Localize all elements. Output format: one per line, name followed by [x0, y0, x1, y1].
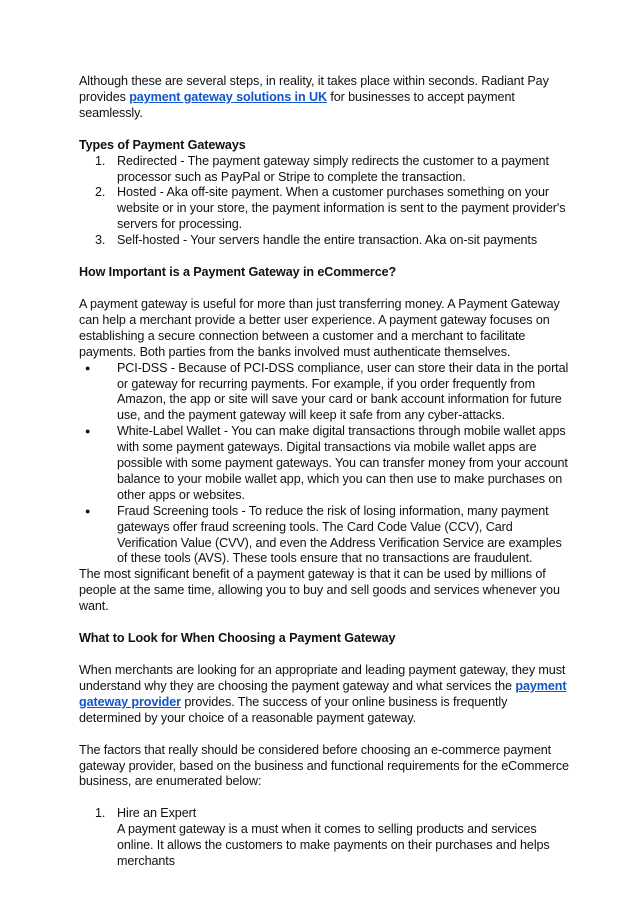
list-item [79, 154, 571, 186]
intro-text-after: for businesses to accept payment seamlessly. [79, 89, 515, 120]
list-number: 1. [95, 153, 106, 168]
list-item [79, 424, 571, 504]
list-number: 2. [95, 185, 106, 200]
list-number: 1. [95, 806, 106, 821]
choosing-paragraph-1 [79, 663, 571, 727]
list-item [79, 185, 571, 233]
list-item [79, 806, 571, 870]
list-item-text: A payment gateway is a must when it comes to selling products and services online. It allows the customers to make payments on their purchases and helps merchants [117, 822, 550, 869]
list-item-text: PCI-DSS - Because of PCI-DSS compliance, user can store their data in the portal or gateway for recurring payments. For example, if you order frequently from Amazon, the app or site will save your card or bank account information for future use, and the payment gateway will keep it safe from any cyber-attacks. [117, 360, 569, 423]
types-heading: Types of Payment Gateways [79, 137, 246, 152]
document-page [79, 74, 571, 870]
choosing-paragraph-2: The factors that really should be considered before choosing an e-commerce payment gateway provider, based on the business and functional requirements for the eCommerce business, are enumerated below: [79, 742, 569, 789]
list-item-text: Redirected - The payment gateway simply redirects the customer to a payment processor such as PayPal or Stripe to complete the transaction. [117, 153, 549, 184]
intro-text-before: Although these are several steps, in reality, it takes place within seconds. Radiant Pay provides [79, 74, 549, 104]
list-item-text: Hosted - Aka off-site payment. When a customer purchases something on your website or in your store, the payment information is sent to the payment provider's servers for processing. [117, 185, 566, 232]
choosing-text-before: When merchants are looking for an appropriate and leading payment gateway, they must understand why they are choosing the payment gateway and what services the [79, 663, 566, 693]
list-item-text: Self-hosted - Your servers handle the entire transaction. Aka on-sit payments [117, 233, 538, 248]
intro-paragraph [79, 74, 571, 122]
types-list [79, 154, 571, 249]
choosing-text-after: provides. The success of your online business is frequently determined by your choice of a reasonable payment gateway. [79, 694, 508, 725]
importance-closing-paragraph: The most significant benefit of a payment gateway is that it can be used by millions of people at the same time, allowing you to buy and sell goods and services whenever you want. [79, 567, 560, 614]
choosing-heading: What to Look for When Choosing a Payment Gateway [79, 631, 396, 646]
payment-gateway-solutions-link[interactable]: payment gateway solutions in UK [129, 89, 327, 104]
importance-bullets [79, 361, 571, 568]
factors-list [79, 806, 571, 870]
bullet-icon: ● [85, 362, 91, 373]
bullet-icon: ● [85, 426, 91, 437]
list-item-text: White-Label Wallet - You can make digital transactions through mobile wallet apps with some payment gateways. Digital transactions via mobile wallet apps are possible with some payment gateways. You can transfer money from your account balance to your mobile wallet app, which you can then use to make purchases on other apps or websites. [117, 424, 568, 502]
list-number: 3. [95, 233, 106, 248]
list-item [79, 361, 571, 425]
bullet-icon: ● [85, 505, 91, 516]
importance-paragraph: A payment gateway is useful for more than just transferring money. A Payment Gateway can help a merchant provide a better user experience. A payment gateway focuses on establishing a secure connection between a customer and a merchant to facilitate payments. Both parties from the banks involved must authenticate themselves. [79, 296, 560, 359]
list-item [79, 504, 571, 568]
importance-heading: How Important is a Payment Gateway in eCommerce? [79, 265, 397, 280]
list-item [79, 233, 571, 249]
list-item-title: Hire an Expert [117, 806, 197, 821]
payment-gateway-provider-link[interactable]: payment gateway provider [79, 678, 567, 709]
list-item-text: Fraud Screening tools - To reduce the risk of losing information, many payment gateways offer fraud screening tools. The Card Code Value (CCV), Card Verification Value (CVV), and even the Address Verification Service are examples of these tools (AVS). These tools ensure that no transactions are fraudulent. [117, 503, 562, 566]
